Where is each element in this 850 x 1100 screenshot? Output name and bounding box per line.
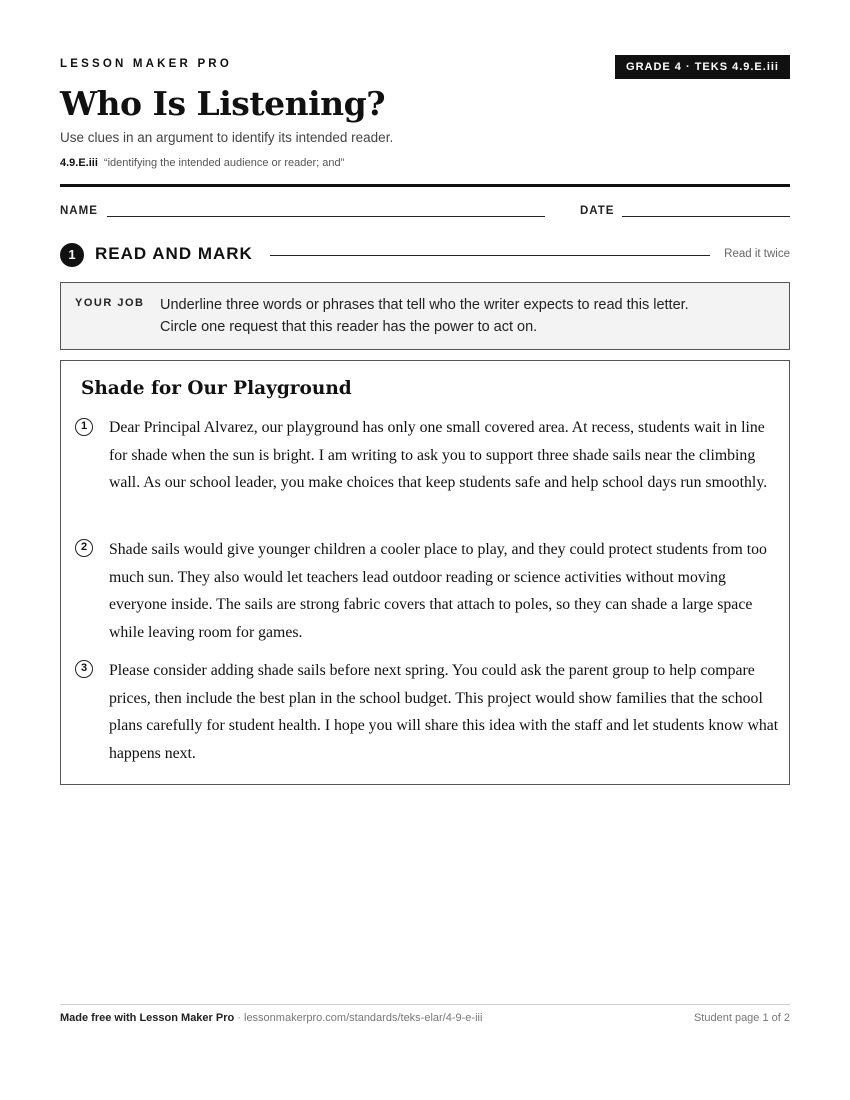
your-job-label: YOUR JOB: [75, 297, 145, 309]
passage-title: Shade for Our Playground: [81, 378, 352, 399]
your-job-instructions: [160, 294, 780, 338]
paragraph-number: 1: [75, 418, 93, 436]
footer-credit: [60, 1012, 482, 1024]
section-title: READ AND MARK: [95, 244, 253, 263]
standard-line: [60, 157, 344, 169]
grade-badge: GRADE 4 · TEKS 4.9.E.iii: [615, 55, 790, 79]
name-label: NAME: [60, 205, 98, 217]
standard-code: 4.9.E.iii: [60, 157, 98, 169]
section-divider: [270, 255, 710, 256]
passage-paragraph: Dear Principal Alvarez, our playground has only one small covered area. At recess, students wait in line for shade when the sun is bright. I am writing to ask you to support three shade sails near the climbing wall. As our school leader, you make choices that keep students safe and help school days run smoothly.: [109, 419, 768, 491]
job-instruction-line: Circle one request that this reader has the power to act on.: [160, 319, 538, 335]
date-label: DATE: [580, 205, 615, 217]
standard-text: “identifying the intended audience or reader; and”: [103, 157, 345, 169]
header-divider: [60, 184, 790, 187]
page-subtitle: Use clues in an argument to identify its intended reader.: [60, 130, 394, 145]
job-instruction-line: Underline three words or phrases that tell who the writer expects to read this letter.: [160, 297, 689, 313]
name-field[interactable]: [107, 216, 545, 217]
footer-divider: [60, 1004, 790, 1005]
section-number-badge: 1: [60, 243, 84, 267]
brand-name: LESSON MAKER PRO: [60, 58, 232, 70]
date-field[interactable]: [622, 216, 790, 217]
paragraph-number: 2: [75, 539, 93, 557]
page-title: Who Is Listening?: [60, 84, 386, 123]
paragraph-number: 3: [75, 660, 93, 678]
reading-passage: [60, 360, 790, 785]
your-job-box: [60, 282, 790, 350]
passage-paragraph: Shade sails would give younger children a cooler place to play, and they could protect students from too much sun. They also would let teachers lead outdoor reading or science activities without moving everyone inside. The sails are strong fabric covers that attach to poles, so they can shade a large space while leaving room for games.: [109, 541, 767, 641]
section-note: Read it twice: [724, 248, 790, 260]
footer-url[interactable]: · lessonmakerpro.com/standards/teks-elar/4-9-e-iii: [234, 1012, 483, 1024]
passage-paragraph: Please consider adding shade sails before next spring. You could ask the parent group to help compare prices, then include the best plan in the school budget. This project would show families that the school plans carefully for student health. I hope you will share this idea with the staff and let students know what happens next.: [109, 662, 779, 762]
footer-page-number: Student page 1 of 2: [693, 1012, 790, 1024]
footer-made-with: Made free with Lesson Maker Pro: [60, 1012, 235, 1024]
worksheet-page: [60, 0, 790, 1100]
